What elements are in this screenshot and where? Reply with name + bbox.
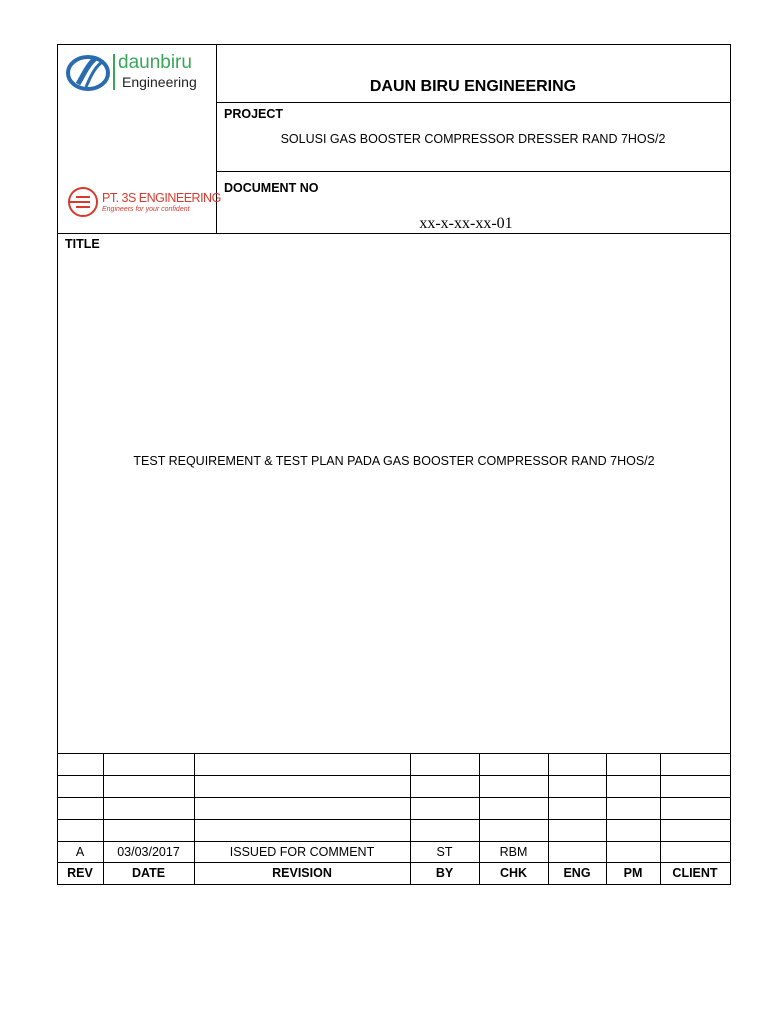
- company-name: DAUN BIRU ENGINEERING: [369, 78, 577, 95]
- document-no-value: xx-x-xx-xx-01: [419, 215, 513, 232]
- daunbiru-emblem-icon: [66, 54, 112, 92]
- chk-cell: RBM: [499, 844, 528, 859]
- partner-logo-text: PT. 3S ENGINEERING: [102, 191, 221, 205]
- document-no-label: DOCUMENT NO: [224, 181, 319, 195]
- eng-cell: [548, 841, 606, 862]
- rev-cell: A: [75, 844, 85, 859]
- partner-logo: [66, 184, 221, 220]
- title-label: TITLE: [65, 237, 100, 251]
- document-title: TEST REQUIREMENT & TEST PLAN PADA GAS BOOSTER COMPRESSOR RAND 7HOS/2: [133, 454, 655, 468]
- project-value: SOLUSI GAS BOOSTER COMPRESSOR DRESSER RAND 7HOS/2: [280, 132, 666, 146]
- revision-cell: ISSUED FOR COMMENT: [229, 844, 375, 859]
- client-cell: [660, 841, 730, 862]
- pm-cell: [606, 841, 660, 862]
- by-cell: ST: [436, 844, 453, 859]
- column-header-rev: REV: [67, 866, 93, 880]
- column-header-revision: REVISION: [272, 866, 332, 880]
- daunbiru-logo: [66, 52, 211, 94]
- date-cell: 03/03/2017: [117, 844, 180, 859]
- project-label: PROJECT: [224, 107, 284, 121]
- partner-logo-tagline: Engineers for your confident: [102, 206, 190, 213]
- column-header-chk: CHK: [499, 866, 528, 880]
- column-header-eng: ENG: [563, 866, 591, 880]
- column-header-date: DATE: [131, 866, 166, 880]
- column-header-client: CLIENT: [672, 866, 718, 880]
- partner-emblem-icon: [66, 185, 100, 219]
- column-header-pm: PM: [623, 866, 643, 880]
- column-header-by: BY: [435, 866, 454, 880]
- daunbiru-logo-subtext: Engineering: [122, 74, 197, 90]
- daunbiru-logo-text: daunbiru: [118, 52, 192, 73]
